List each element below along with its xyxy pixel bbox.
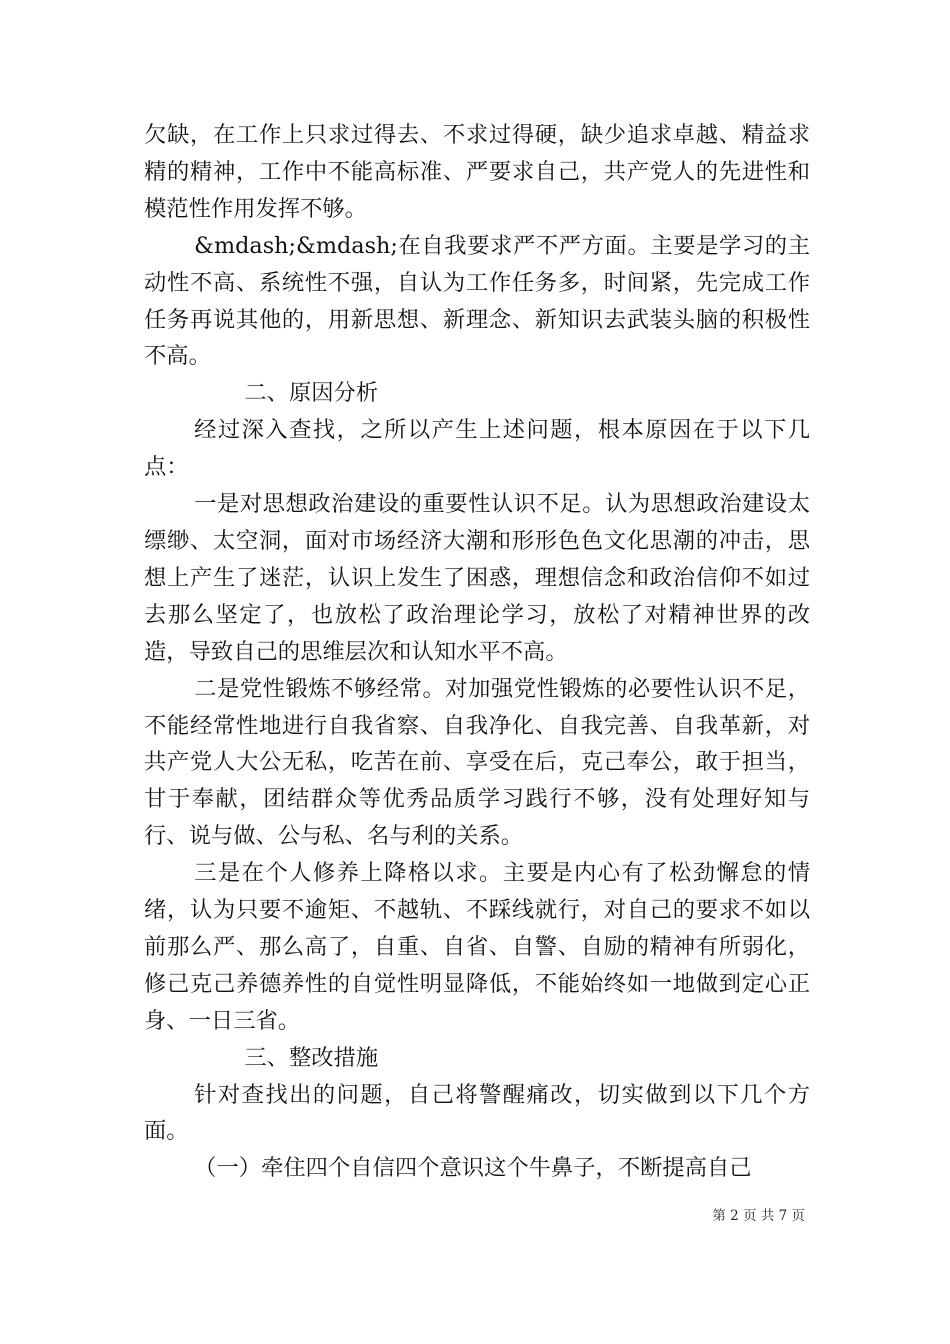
paragraph-4: 一是对思想政治建设的重要性认识不足。认为思想政治建设太缥缈、太空洞，面对市场经济大潮和形形色色文化思潮的冲击，思想上产生了迷茫，认识上发生了困惑，理想信念和政治信仰不如过去那么坚定了，也放松了政治理论学习，放松了对精神世界的改造，导致自己的思维层次和认知水平不高。 xyxy=(144,491,810,665)
section-heading-rectification: 三、整改措施 xyxy=(244,1044,379,1071)
section-heading-cause-analysis: 二、原因分析 xyxy=(244,380,379,407)
page-number-footer: 第 2 页 共 7 页 xyxy=(712,1208,805,1224)
paragraph-3: 经过深入查找，之所以产生上述问题，根本原因在于以下几点： xyxy=(144,417,810,481)
paragraph-6: 三是在个人修养上降格以求。主要是内心有了松劲懈怠的情绪，认为只要不逾矩、不越轨、不踩线就行，对自己的要求不如以前那么严、那么高了，自重、自省、自警、自励的精神有所弱化，修己克己养德养性的自觉性明显降低，不能始终如一地做到定心正身、一日三省。 xyxy=(144,860,810,1034)
body-text xyxy=(144,117,810,1187)
paragraph-2: &mdash;&mdash;在自我要求严不严方面。主要是学习的主动性不高、系统性不强，自认为工作任务多，时间紧，先完成工作任务再说其他的，用新思想、新理念、新知识去武装头脑的积极性不高。 xyxy=(144,232,810,370)
paragraph-7: 针对查找出的问题，自己将警醒痛改，切实做到以下几个方面。 xyxy=(144,1081,810,1145)
paragraph-1: 欠缺，在工作上只求过得去、不求过得硬，缺少追求卓越、精益求精的精神，工作中不能高标准、严要求自己，共产党人的先进性和模范性作用发挥不够。 xyxy=(144,122,810,222)
paragraph-8: （一）牵住四个自信四个意识这个牛鼻子，不断提高自己 xyxy=(194,1155,752,1182)
paragraph-5: 二是党性锻炼不够经常。对加强党性锻炼的必要性认识不足，不能经常性地进行自我省察、自我净化、自我完善、自我革新，对共产党人大公无私，吃苦在前、享受在后，克己奉公，敢于担当，甘于奉献，团结群众等优秀品质学习践行不够，没有处理好知与行、说与做、公与私、名与利的关系。 xyxy=(144,675,810,850)
